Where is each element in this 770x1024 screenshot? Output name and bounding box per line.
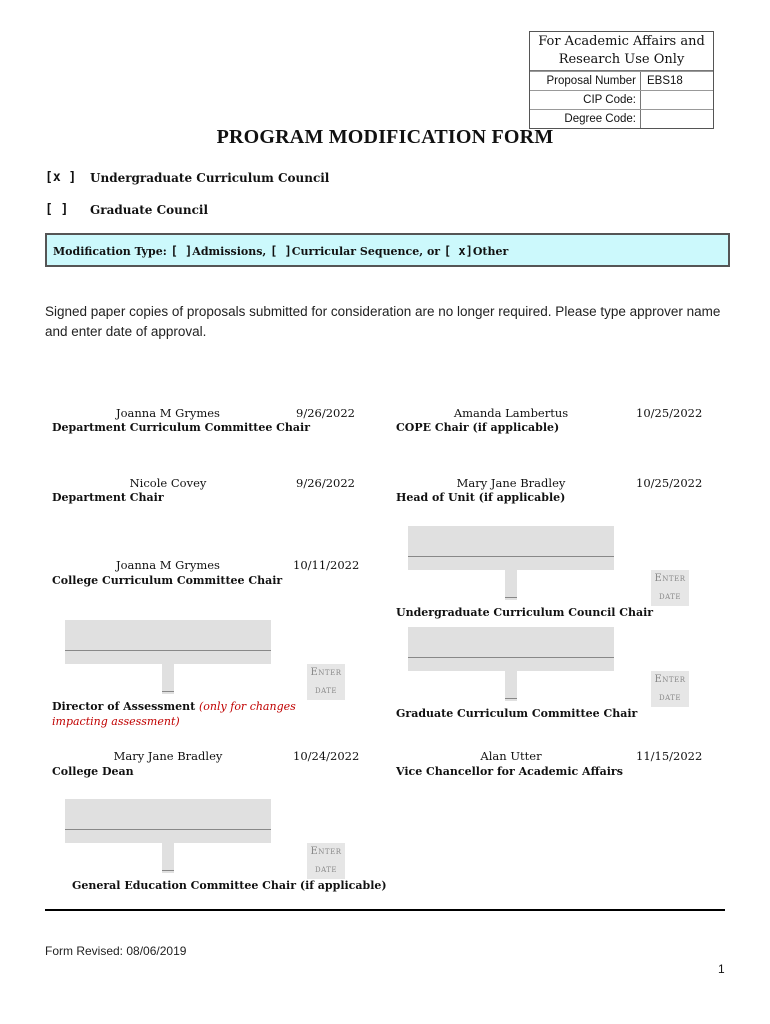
ucc-chair-signature-field[interactable]	[408, 526, 614, 570]
footer-divider	[45, 909, 725, 911]
modification-type-line	[53, 244, 508, 258]
college-cc-chair-name[interactable]: Joanna M Grymes	[116, 558, 220, 572]
gen-ed-signature-field[interactable]	[65, 799, 271, 843]
cip-code-field[interactable]	[641, 91, 713, 109]
ucc-chair-date-field[interactable]	[651, 570, 689, 606]
director-assessment-signature-stub[interactable]	[162, 660, 174, 694]
proposal-number-row	[530, 71, 713, 90]
vc-academic-date[interactable]: 11/15/2022	[636, 749, 703, 763]
vc-academic-role: Vice Chancellor for Academic Affairs	[396, 765, 623, 778]
head-unit-name[interactable]: Mary Jane Bradley	[456, 476, 566, 490]
ucc-chair-signature-stub[interactable]	[505, 566, 517, 600]
admissions-checkbox[interactable]: [ ]	[170, 244, 193, 258]
ucc-checkbox[interactable]: [x ]	[45, 170, 77, 185]
dept-chair-name[interactable]: Nicole Covey	[129, 476, 207, 490]
date-placeholder-line2: date	[658, 692, 682, 703]
gcc-chair-signature-field[interactable]	[408, 627, 614, 671]
office-use-box	[529, 31, 714, 129]
cope-chair-name[interactable]: Amanda Lambertus	[453, 406, 569, 420]
other-checkbox[interactable]: [ x]	[443, 244, 473, 258]
cope-chair-date[interactable]: 10/25/2022	[636, 406, 703, 420]
gc-label: Graduate Council	[90, 203, 209, 217]
curricular-sequence-label: Curricular Sequence,	[291, 245, 424, 258]
modification-type-box	[45, 233, 730, 267]
head-unit-date[interactable]: 10/25/2022	[636, 476, 703, 490]
date-placeholder-line1: Enter	[654, 674, 686, 685]
degree-code-label: Degree Code:	[530, 110, 641, 128]
or-label: or	[426, 245, 441, 258]
director-assessment-signature-field[interactable]	[65, 620, 271, 664]
ucc-label: Undergraduate Curriculum Council	[90, 171, 330, 185]
gen-ed-date-field[interactable]	[307, 843, 345, 879]
page-number: 1	[718, 962, 725, 976]
gcc-chair-role: Graduate Curriculum Committee Chair	[396, 707, 638, 720]
proposal-number-label: Proposal Number	[530, 72, 641, 90]
head-unit-role: Head of Unit (if applicable)	[396, 491, 566, 504]
modification-type-label: Modification Type:	[53, 245, 167, 258]
college-dean-name[interactable]: Mary Jane Bradley	[113, 749, 223, 763]
admissions-label: Admissions,	[192, 245, 267, 258]
director-assessment-note: (only for changes impacting assessment)	[52, 700, 296, 728]
dept-cc-chair-role: Department Curriculum Committee Chair	[52, 421, 311, 434]
gc-checkbox[interactable]: [ ]	[45, 202, 69, 217]
cope-chair-role: COPE Chair (if applicable)	[396, 421, 560, 434]
proposal-number-field[interactable]: EBS18	[647, 75, 683, 87]
date-placeholder-line2: date	[314, 685, 338, 696]
college-dean-date[interactable]: 10/24/2022	[293, 749, 360, 763]
college-cc-chair-role: College Curriculum Committee Chair	[52, 574, 283, 587]
other-label: Other	[472, 245, 509, 258]
dept-cc-chair-name[interactable]: Joanna M Grymes	[116, 406, 220, 420]
gcc-chair-date-field[interactable]	[651, 671, 689, 707]
director-assessment-title: Director of Assessment	[52, 700, 196, 713]
dept-chair-date[interactable]: 9/26/2022	[296, 476, 355, 490]
date-placeholder-line2: date	[314, 864, 338, 875]
date-placeholder-line2: date	[658, 591, 682, 602]
gen-ed-signature-stub[interactable]	[162, 839, 174, 873]
director-assessment-date-field[interactable]	[307, 664, 345, 700]
cip-code-row	[530, 90, 713, 109]
curricular-sequence-checkbox[interactable]: [ ]	[270, 244, 292, 258]
college-dean-role: College Dean	[52, 765, 134, 778]
dept-cc-chair-date[interactable]: 9/26/2022	[296, 406, 355, 420]
notice-text: Signed paper copies of proposals submitted for consideration are no longer required. Please type approver name and enter date of approval.	[45, 304, 721, 339]
date-placeholder-line1: Enter	[310, 846, 342, 857]
vc-academic-name[interactable]: Alan Utter	[480, 749, 542, 763]
college-cc-chair-date[interactable]: 10/11/2022	[293, 558, 360, 572]
form-revised-text: Form Revised: 08/06/2019	[45, 944, 187, 958]
date-placeholder-line1: Enter	[654, 573, 686, 584]
form-title: PROGRAM MODIFICATION FORM	[216, 126, 554, 148]
cip-code-label: CIP Code:	[530, 91, 641, 109]
gcc-chair-signature-stub[interactable]	[505, 667, 517, 701]
date-placeholder-line1: Enter	[310, 667, 342, 678]
director-assessment-role	[52, 699, 352, 729]
office-use-header: For Academic Affairs and Research Use Only	[530, 32, 713, 71]
dept-chair-role: Department Chair	[52, 491, 164, 504]
ucc-chair-role: Undergraduate Curriculum Council Chair	[396, 606, 654, 619]
gen-ed-role: General Education Committee Chair (if applicable)	[72, 879, 387, 892]
